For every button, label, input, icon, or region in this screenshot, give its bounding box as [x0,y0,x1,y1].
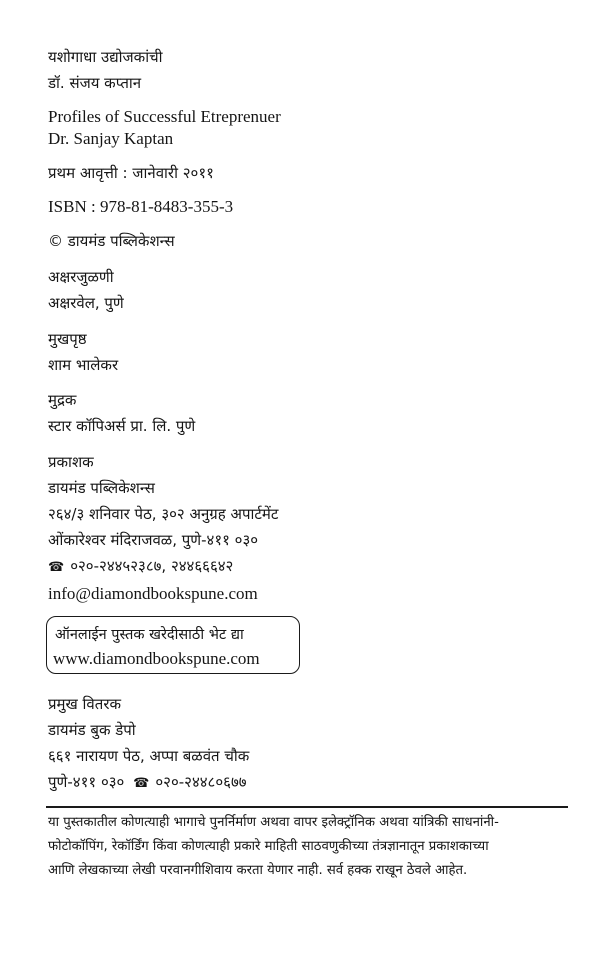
publisher-phone-number: ०२०-२४४५२३८७, २४४६६६४२ [70,557,234,575]
typesetting-value: अक्षरवेल, पुणे [48,294,124,312]
legal-notice-line2: फोटोकॉपिंग, रेकॉर्डिंग किंवा कोणत्याही प्रकारे माहिती साठवणुकीच्या तंत्रज्ञानातून प्रकाशकाच्या [48,839,489,854]
printer-value: स्टार कॉपिअर्स प्रा. लि. पुणे [48,417,196,435]
publisher-phone [48,559,233,574]
distributor-contact [48,775,247,790]
author-english: Dr. Sanjay Kaptan [48,129,174,148]
divider [46,806,568,808]
online-purchase-box [46,616,300,674]
title-marathi: यशोगाधा उद्योजकांची [48,48,163,66]
isbn-line: ISBN : 978-81-8483-355-3 [48,197,234,216]
cover-heading: मुखपृष्ठ [48,330,87,348]
publisher-address-line2: ओंकारेश्वर मंदिराजवळ, पुणे-४११ ०३० [48,531,259,549]
cover-value: शाम भालेकर [48,356,119,374]
distributor-heading: प्रमुख वितरक [48,695,121,713]
publisher-address-line1: २६४/३ शनिवार पेठ, ३०२ अनुग्रह अपार्टमेंट [48,505,279,523]
typesetting-heading: अक्षरजुळणी [48,268,114,286]
distributor-address-line1: ६६१ नारायण पेठ, अप्पा बळवंत चौक [48,747,250,765]
distributor-name: डायमंड बुक डेपो [48,721,136,739]
printer-heading: मुद्रक [48,391,77,409]
publisher-heading: प्रकाशक [48,453,94,471]
phone-icon: ☎ [133,776,150,791]
edition-line: प्रथम आवृत्ती : जानेवारी २०११ [48,164,214,182]
distributor-phone-number: ०२०-२४४८०६७७ [155,773,247,791]
online-purchase-label: ऑनलाईन पुस्तक खरेदीसाठी भेट द्या [55,627,244,643]
publisher-email: info@diamondbookspune.com [48,584,258,603]
copyright-line: © डायमंड पब्लिकेशन्स [48,232,175,250]
author-marathi: डॉ. संजय कप्तान [48,74,142,92]
legal-notice-line3: आणि लेखकाच्या लेखी परवानगीशिवाय करता येणार नाही. सर्व हक्क राखून ठेवले आहेत. [48,863,468,878]
online-purchase-url[interactable]: www.diamondbookspune.com [53,649,260,668]
legal-notice-line1: या पुस्तकातील कोणत्याही भागाचे पुनर्निर्माण अथवा वापर इलेक्ट्रॉनिक अथवा यांत्रिकी साधनांनी- [48,815,499,830]
phone-icon: ☎ [48,560,65,575]
publisher-name: डायमंड पब्लिकेशन्स [48,479,155,497]
distributor-city-pin: पुणे-४११ ०३० [48,773,125,791]
title-english: Profiles of Successful Etreprenuer [48,107,281,126]
